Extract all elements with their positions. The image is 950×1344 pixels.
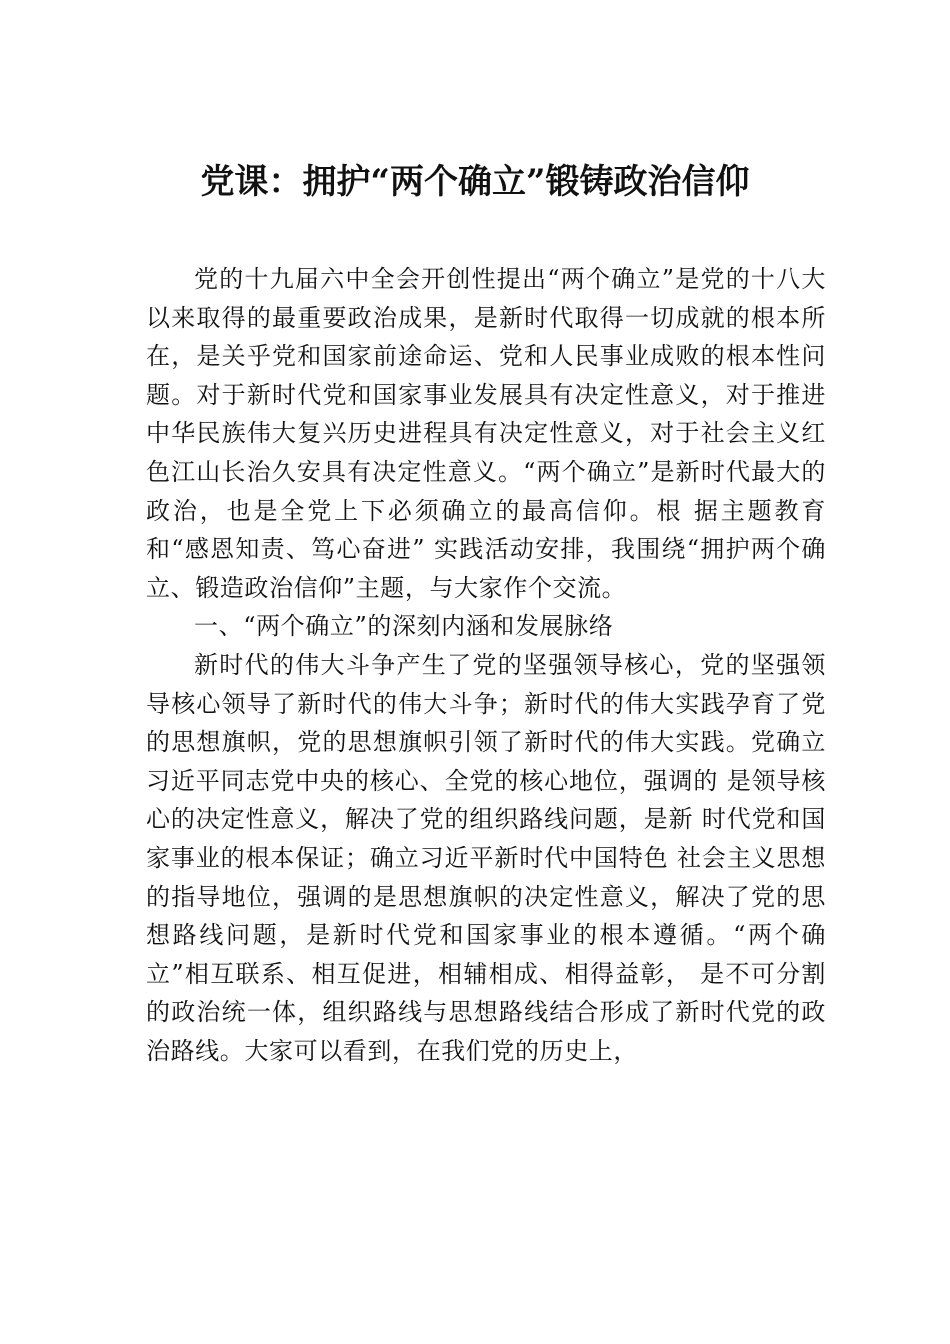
paragraph-intro: 党的十九届六中全会开创性提出“两个确立”是党的十八大以来取得的最重要政治成果，是新时代取得一切成就的根本所在，是关乎党和国家前途命运、党和人民事业成败的根本性问题。对于新时代党和国家事业发展具有决定性意义，对于推进中华民族伟大复兴历史进程具有决定性意义，对于社会主义红色江山长治久安具有决定性意义。“两个确立”是新时代最大的政治，也是全党上下必须确立的最高信仰。根 据主题教育和“感恩知责、笃心奋进” 实践活动安排，我围绕“拥护两个确立、锻造政治信仰”主题，与大家作个交流。	[146, 265, 826, 602]
section-heading-1: 一、“两个确立”的深刻内涵和发展脉络	[194, 612, 614, 641]
document-title: 党课：拥护“两个确立”锻铸政治信仰	[200, 162, 750, 202]
paragraph-section-1: 新时代的伟大斗争产生了党的坚强领导核心，党的坚强领导核心领导了新时代的伟大斗争；新时代的伟大实践孕育了党的思想旗帜，党的思想旗帜引领了新时代的伟大实践。党确立习近平同志党中央的核心、全党的核心地位，强调的 是领导核心的决定性意义，解决了党的组织路线问题，是新 时代党和国家事业的根本保证；确立习近平新时代中国特色 社会主义思想的指导地位，强调的是思想旗帜的决定性意义，解决了党的思想路线问题，是新时代党和国家事业的根本遵循。“两个确立”相互联系、相互促进，相辅相成、相得益彰， 是不可分割的政治统一体，组织路线与思想路线结合形成了新时代党的政治路线。大家可以看到，在我们党的历史上，	[146, 650, 826, 1065]
document-body	[146, 260, 826, 1070]
